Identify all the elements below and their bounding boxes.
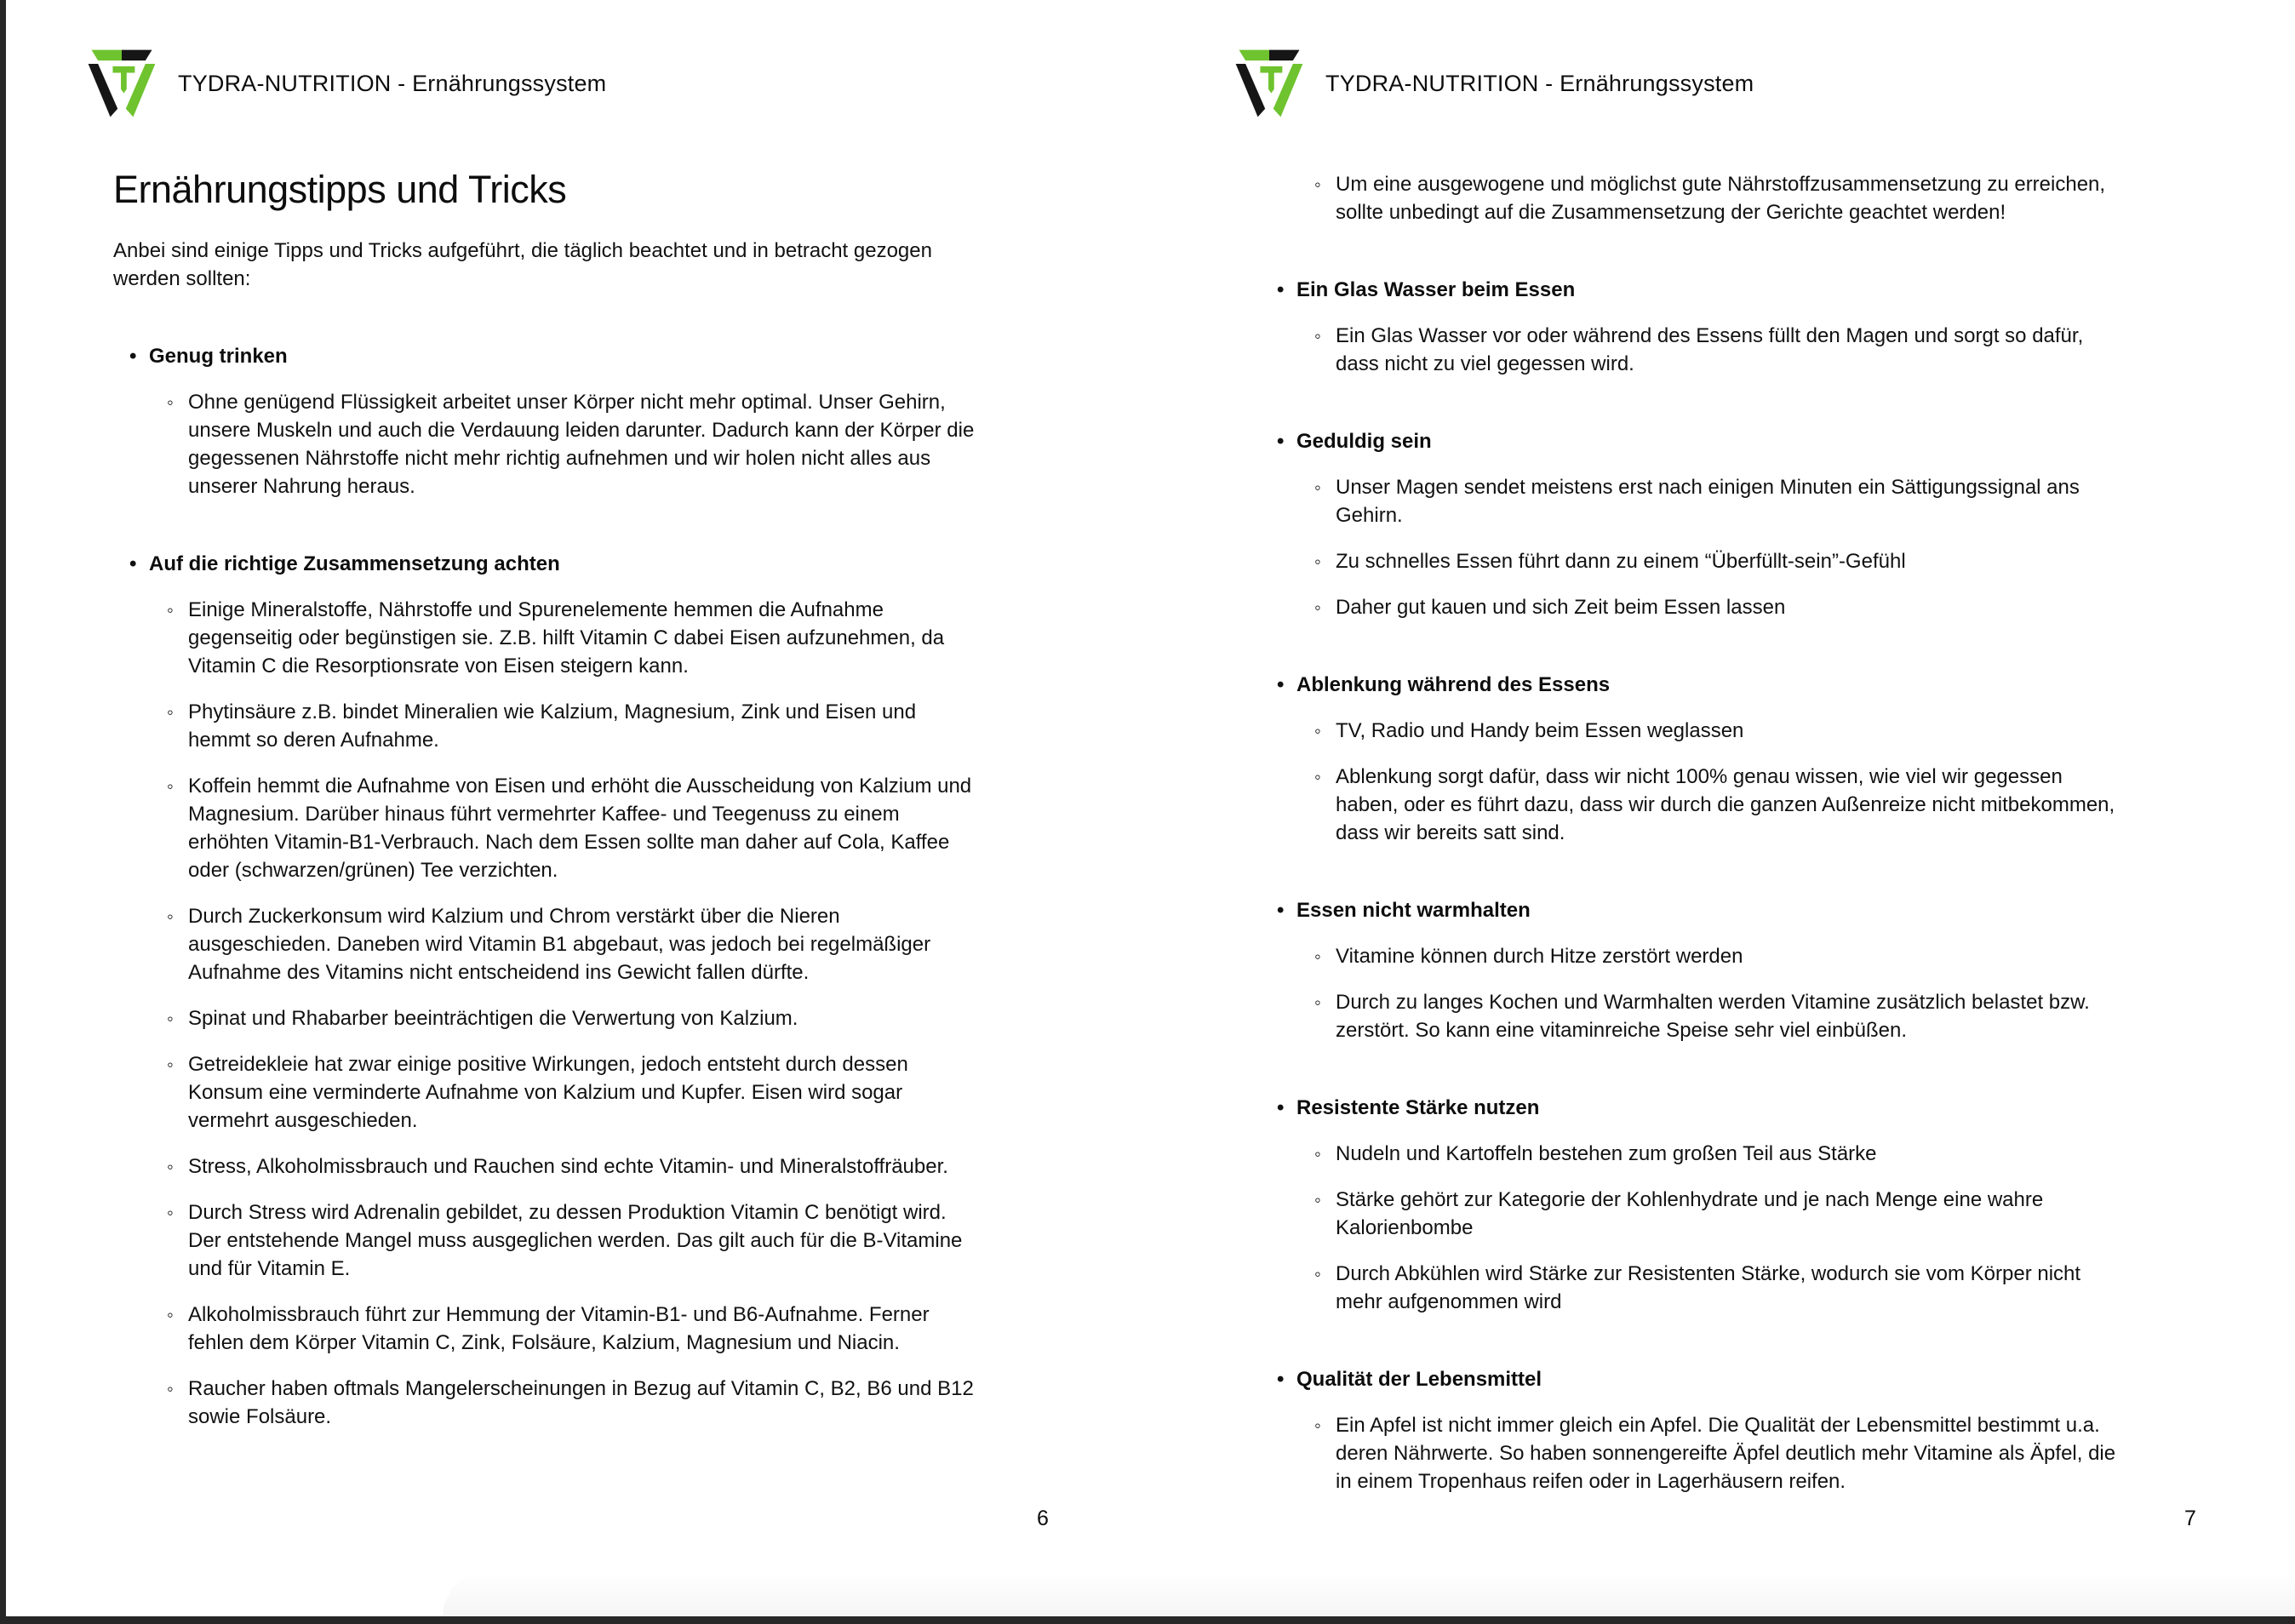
list-item-text: Ein Glas Wasser vor oder während des Essens füllt den Magen und sorgt so dafür, dass nicht zu viel gegessen wird.	[1336, 324, 2084, 375]
list-item-text: Phytinsäure z.B. bindet Mineralien wie Kalzium, Magnesium, Zink und Eisen und hemmt so deren Aufnahme.	[188, 700, 917, 752]
bullet-circle-icon: ◦	[1314, 766, 1321, 787]
list-item	[1261, 1260, 2227, 1316]
list-item	[113, 772, 1079, 884]
section-heading-row	[1261, 427, 2227, 455]
bullet-disc-icon: •	[1277, 278, 1285, 301]
bullet-circle-icon: ◦	[1314, 946, 1321, 967]
list-item	[113, 902, 1079, 986]
list-item	[113, 596, 1079, 680]
brand-title: TYDRA-NUTRITION - Ernährungssystem	[178, 70, 607, 96]
section-heading: Resistente Stärke nutzen	[1296, 1096, 1540, 1119]
bullet-disc-icon: •	[1277, 1096, 1285, 1119]
section-heading-row	[113, 550, 1079, 578]
list-item-text: Alkoholmissbrauch führt zur Hemmung der Vitamin-B1- und B6-Aufnahme. Ferner fehlen dem Körper Vitamin C, Zink, Folsäure, Kalzium, Magnesium und Niacin.	[188, 1303, 930, 1354]
list-item-text: Spinat und Rhabarber beeinträchtigen die Verwertung von Kalzium.	[188, 1007, 798, 1030]
list-item	[113, 1301, 1079, 1357]
bullet-circle-icon: ◦	[1314, 1143, 1321, 1164]
document-page-7	[1148, 0, 2295, 1624]
bottom-shadow	[443, 1572, 2295, 1616]
intro-paragraph: Anbei sind einige Tipps und Tricks aufgeführt, die täglich beachtet und in betracht gezogen werden sollten:	[113, 239, 932, 290]
list-item	[113, 388, 1079, 500]
list-item-text: Stress, Alkoholmissbrauch und Rauchen sind echte Vitamin- und Mineralstoffräuber.	[188, 1155, 948, 1178]
bullet-circle-icon: ◦	[1314, 597, 1321, 618]
window-bottom-bar	[0, 1616, 2295, 1624]
bullet-disc-icon: •	[1277, 430, 1285, 453]
section-heading-row	[113, 342, 1079, 370]
page-title: Ernährungstipps und Tricks	[113, 168, 567, 211]
bullet-disc-icon: •	[1277, 673, 1285, 696]
list-item	[1261, 1411, 2227, 1495]
list-item-text: Durch Zuckerkonsum wird Kalzium und Chrom verstärkt über die Nieren ausgeschieden. Daneben wird Vitamin B1 abgebaut, was jedoch bei regelmäßiger Aufnahme des Vitamins nicht entscheidend ins Gewicht fallen dürfte.	[188, 905, 931, 984]
list-item-text: Ein Apfel ist nicht immer gleich ein Apfel. Die Qualität der Lebensmittel bestimmt u.a. deren Nährwerte. So haben sonnengereifte Äpfel deutlich mehr Vitamine als Äpfel, die in einem Tropenhaus reifen oder in Lagerhäusern reifen.	[1336, 1414, 2116, 1493]
list-item-text: Ohne genügend Flüssigkeit arbeitet unser Körper nicht mehr optimal. Unser Gehirn, unsere Muskeln und auch die Verdauung leiden darunter. Dadurch kann der Körper die gegessenen Nährstoffe nicht mehr richtig aufnehmen und wir holen nicht alles aus unserer Nahrung heraus.	[188, 391, 975, 498]
bullet-circle-icon: ◦	[167, 1156, 174, 1177]
list-item-text: Durch Stress wird Adrenalin gebildet, zu dessen Produktion Vitamin C benötigt wird. Der entstehende Mangel muss ausgeglichen werden. Das gilt auch für die B-Vitamine und für Vitamin E.	[188, 1201, 963, 1280]
list-item-text: Durch zu langes Kochen und Warmhalten werden Vitamine zusätzlich belastet bzw. zerstört. So kann eine vitaminreiche Speise sehr viel einbüßen.	[1336, 991, 2090, 1042]
bullet-circle-icon: ◦	[1314, 551, 1321, 572]
bullet-circle-icon: ◦	[1314, 1189, 1321, 1210]
list-item	[113, 1004, 1079, 1032]
list-item-text: Daher gut kauen und sich Zeit beim Essen lassen	[1336, 596, 1786, 619]
section-heading: Ein Glas Wasser beim Essen	[1296, 278, 1576, 301]
section-heading: Auf die richtige Zusammensetzung achten	[149, 552, 560, 575]
list-item-text: Stärke gehört zur Kategorie der Kohlenhydrate und je nach Menge eine wahre Kalorienbombe	[1336, 1188, 2044, 1239]
list-item-text: Unser Magen sendet meistens erst nach einigen Minuten ein Sättigungssignal ans Gehirn.	[1336, 476, 2080, 527]
list-item-text: Ablenkung sorgt dafür, dass wir nicht 100% genau wissen, wie viel wir gegessen haben, oder es führt dazu, dass wir durch die ganzen Außenreize nicht mitbekommen, dass wir bereits satt sind.	[1336, 765, 2115, 844]
section-heading: Geduldig sein	[1296, 430, 1432, 453]
bullet-disc-icon: •	[1277, 899, 1285, 922]
list-item	[113, 1050, 1079, 1135]
list-item-text: Einige Mineralstoffe, Nährstoffe und Spurenelemente hemmen die Aufnahme gegenseitig oder begünstigen sie. Z.B. hilft Vitamin C dabei Eisen aufzunehmen, da Vitamin C die Resorptionsrate von Eisen steigern kann.	[188, 598, 945, 678]
bullet-disc-icon: •	[1277, 1368, 1285, 1391]
list-item-text: Durch Abkühlen wird Stärke zur Resistenten Stärke, wodurch sie vom Körper nicht mehr aufgenommen wird	[1336, 1262, 2081, 1313]
bullet-circle-icon: ◦	[1314, 1263, 1321, 1284]
list-item	[1261, 942, 2227, 970]
bullet-circle-icon: ◦	[1314, 992, 1321, 1013]
list-item	[1261, 988, 2227, 1044]
bullet-circle-icon: ◦	[167, 1008, 174, 1029]
list-item-text: Getreidekleie hat zwar einige positive Wirkungen, jedoch entsteht durch dessen Konsum eine verminderte Aufnahme von Kalzium und Kupfer. Eisen wird sogar vermehrt ausgeschieden.	[188, 1053, 908, 1132]
list-item	[1261, 547, 2227, 575]
list-item-text: Vitamine können durch Hitze zerstört werden	[1336, 945, 1743, 968]
section-heading: Ablenkung während des Essens	[1296, 673, 1611, 696]
list-item-text: Nudeln und Kartoffeln bestehen zum großen Teil aus Stärke	[1336, 1142, 1877, 1165]
list-item	[1261, 717, 2227, 745]
bullet-circle-icon: ◦	[167, 775, 174, 797]
list-item	[1261, 473, 2227, 529]
list-item	[1261, 1140, 2227, 1168]
brand-title: TYDRA-NUTRITION - Ernährungssystem	[1325, 70, 1754, 96]
bullet-circle-icon: ◦	[167, 1304, 174, 1325]
bullet-circle-icon: ◦	[167, 1054, 174, 1075]
list-item-text: Zu schnelles Essen führt dann zu einem “Überfüllt-sein”-Gefühl	[1336, 550, 1906, 573]
section-heading: Genug trinken	[149, 345, 288, 368]
bullet-circle-icon: ◦	[167, 701, 174, 723]
section-heading-row	[1261, 896, 2227, 924]
bullet-disc-icon: •	[129, 552, 137, 575]
bullet-disc-icon: •	[129, 345, 137, 368]
page-header	[81, 41, 1079, 126]
bullet-circle-icon: ◦	[1314, 1415, 1321, 1436]
list-item-text: Raucher haben oftmals Mangelerscheinungen in Bezug auf Vitamin C, B2, B6 und B12 sowie Folsäure.	[188, 1377, 974, 1428]
list-item	[1261, 1186, 2227, 1242]
section-heading: Essen nicht warmhalten	[1296, 899, 1531, 922]
bullet-circle-icon: ◦	[1314, 174, 1321, 195]
bullet-circle-icon: ◦	[167, 392, 174, 413]
page-number: 7	[2184, 1507, 2196, 1530]
section-heading-row	[1261, 276, 2227, 304]
section-heading: Qualität der Lebensmittel	[1296, 1368, 1542, 1391]
section-heading-row	[1261, 671, 2227, 699]
list-item	[1261, 763, 2227, 847]
list-item-text: Um eine ausgewogene und möglichst gute Nährstoffzusammensetzung zu erreichen, sollte unbedingt auf die Zusammensetzung der Gerichte geachtet werden!	[1336, 173, 2106, 224]
window-left-edge	[0, 0, 6, 1624]
list-item	[1261, 322, 2227, 378]
list-item-text: TV, Radio und Handy beim Essen weglassen	[1336, 719, 1744, 742]
list-item	[113, 1152, 1079, 1181]
bullet-circle-icon: ◦	[167, 906, 174, 927]
bullet-circle-icon: ◦	[1314, 325, 1321, 346]
page-number: 6	[1037, 1507, 1049, 1530]
list-item	[1261, 593, 2227, 621]
list-item	[113, 1198, 1079, 1283]
list-item	[113, 698, 1079, 754]
list-item	[113, 1375, 1079, 1431]
bullet-circle-icon: ◦	[167, 599, 174, 620]
tydra-logo-icon	[81, 43, 163, 124]
list-item-text: Koffein hemmt die Aufnahme von Eisen und erhöht die Ausscheidung von Kalzium und Magnesium. Darüber hinaus führt vermehrter Kaffee- und Teegenuss zu einem erhöhten Vitamin-B1-Verbrauch. Nach dem Essen sollte man daher auf Cola, Kaffee oder (schwarzen/grünen) Tee verzichten.	[188, 775, 972, 882]
bullet-circle-icon: ◦	[1314, 477, 1321, 498]
bullet-circle-icon: ◦	[167, 1378, 174, 1399]
bullet-circle-icon: ◦	[1314, 720, 1321, 741]
page-header	[1228, 41, 2227, 126]
section-heading-row	[1261, 1094, 2227, 1122]
list-item	[1261, 170, 2227, 226]
section-heading-row	[1261, 1365, 2227, 1393]
bullet-circle-icon: ◦	[167, 1202, 174, 1223]
tydra-logo-icon	[1228, 43, 1310, 124]
